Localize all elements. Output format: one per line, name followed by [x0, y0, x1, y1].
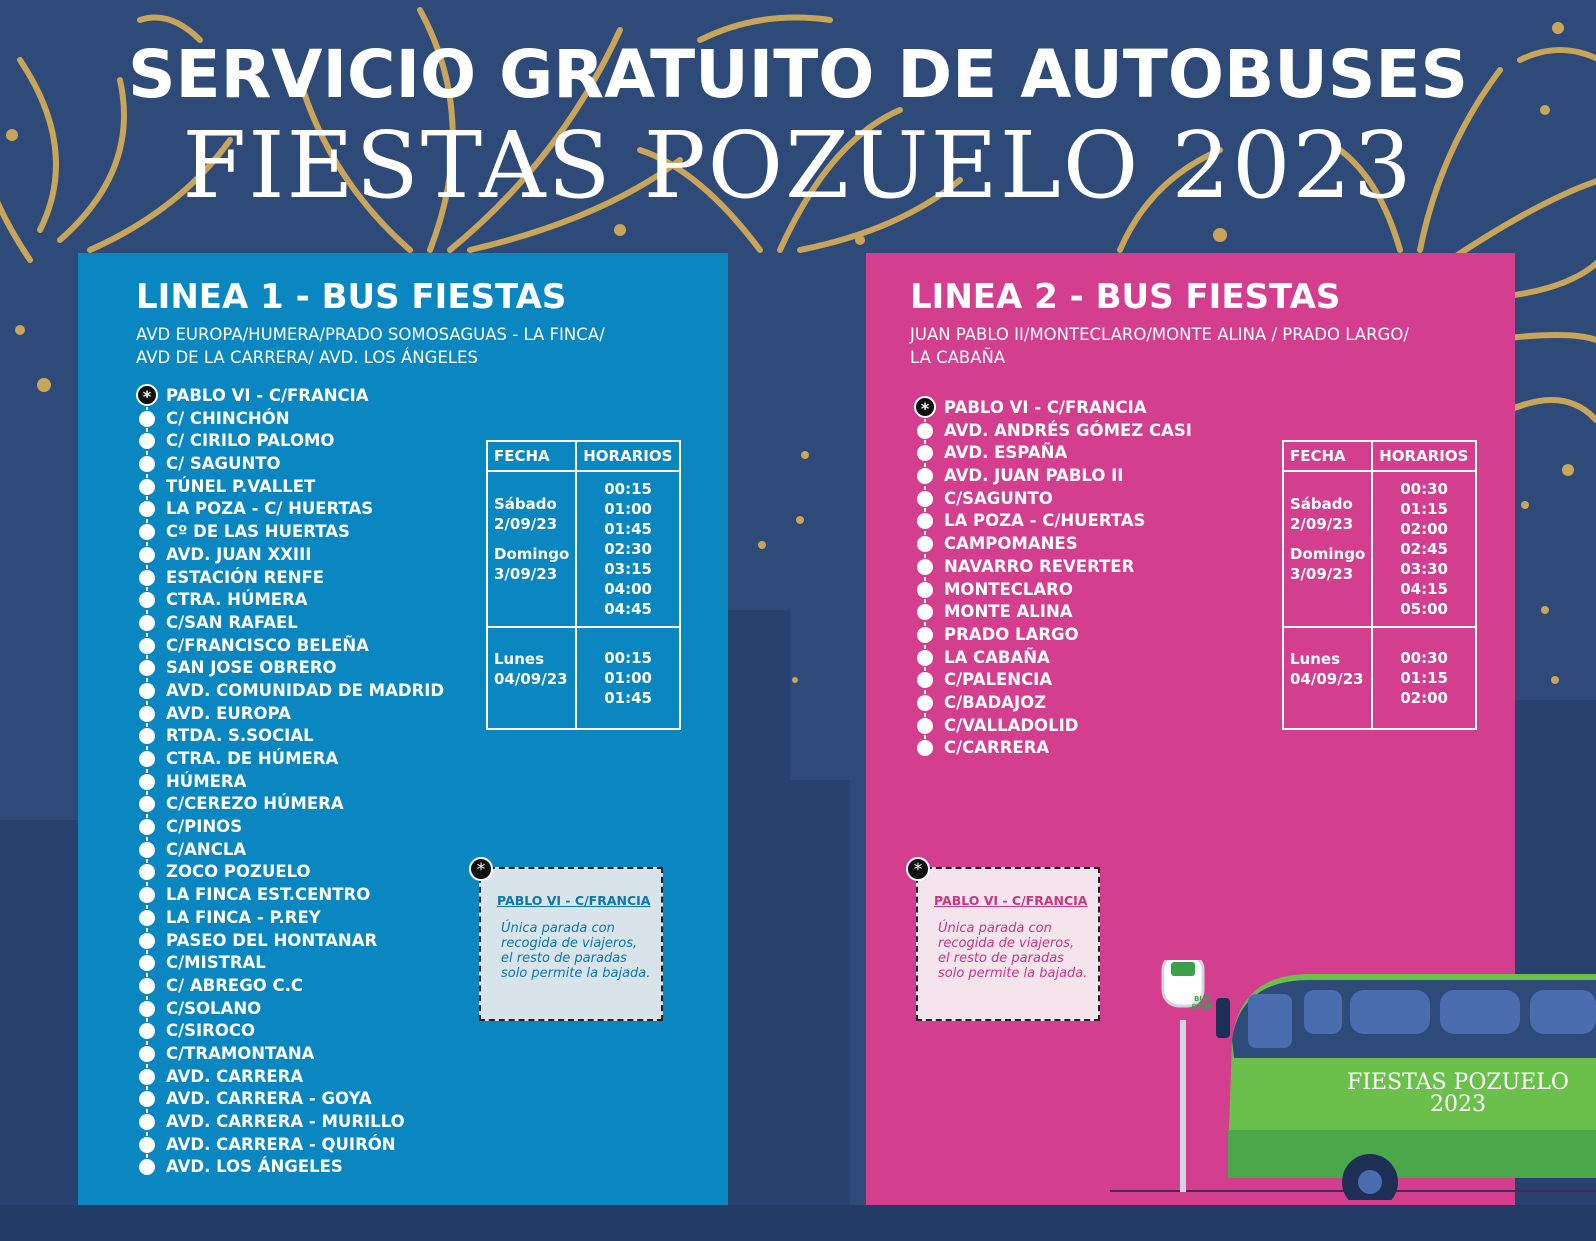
stop-dot-icon — [139, 660, 155, 676]
stop-item — [136, 793, 444, 816]
stop-item — [136, 657, 444, 680]
stop-item — [136, 816, 444, 839]
line1-stop-list — [136, 385, 444, 1179]
stop-item — [136, 498, 444, 521]
schedule-dates-weekend — [487, 471, 576, 627]
line1-route — [136, 323, 696, 369]
stop-item — [136, 748, 444, 771]
stop-item — [136, 1020, 444, 1043]
stop-name: AVD. ANDRÉS GÓMEZ CASI — [944, 420, 1192, 440]
stop-dot-icon — [139, 683, 155, 699]
stop-dot-icon — [139, 842, 155, 858]
schedule-time: 01:00 — [604, 500, 652, 518]
line1-title: LINEA 1 - BUS FIESTAS — [136, 277, 567, 317]
schedule-time: 00:30 — [1400, 480, 1448, 498]
stop-name: AVD. CARRERA - GOYA — [166, 1089, 372, 1109]
stop-name: AVD. LOS ÁNGELES — [166, 1157, 343, 1177]
stop-item — [136, 521, 444, 544]
stop-item — [914, 669, 1192, 692]
stop-name: AVD. JUAN PABLO II — [944, 466, 1124, 486]
stop-name: ZOCO POZUELO — [166, 862, 311, 882]
stop-dot-icon — [139, 456, 155, 472]
schedule-dates-monday — [1283, 627, 1372, 729]
stop-dot-icon — [139, 887, 155, 903]
stop-name: AVD. COMUNIDAD DE MADRID — [166, 680, 445, 700]
stop-dot-icon — [917, 513, 933, 529]
stop-name: PABLO VI - C/FRANCIA — [944, 398, 1147, 417]
stop-dot-icon — [139, 570, 155, 586]
stop-dot-icon — [917, 740, 933, 756]
schedule-time: 01:15 — [1400, 669, 1448, 687]
stop-name: C/MISTRAL — [166, 953, 266, 973]
stop-item — [136, 861, 444, 884]
stop-dot-icon — [139, 1137, 155, 1153]
stop-name: RTDA. S.SOCIAL — [166, 726, 314, 746]
schedule-day: Lunes — [1290, 650, 1341, 668]
stop-dot-icon — [139, 501, 155, 517]
schedule-dates-weekend — [1283, 471, 1372, 627]
schedule-day: Sábado — [494, 495, 557, 513]
asterisk-icon: * — [906, 857, 930, 881]
stop-item — [914, 737, 1192, 760]
schedule-time: 02:45 — [1400, 540, 1448, 558]
stop-item — [914, 601, 1192, 624]
note-body: Única parada con recogida de viajeros, el resto de paradas solo permite la bajada. — [938, 921, 1088, 981]
stop-name: LA FINCA - P.REY — [166, 907, 321, 927]
stop-item — [136, 771, 444, 794]
stop-name: C/ANCLA — [166, 839, 247, 859]
pickup-stop — [914, 397, 1192, 420]
stop-dot-icon — [139, 1069, 155, 1085]
schedule-header-times: HORARIOS — [576, 441, 680, 471]
schedule-date: 3/09/23 — [1290, 565, 1354, 583]
stop-dot-icon — [917, 672, 933, 688]
stop-item — [914, 465, 1192, 488]
stop-name: NAVARRO REVERTER — [944, 556, 1135, 576]
stop-name: CTRA. HÚMERA — [166, 590, 308, 610]
stop-dot-icon — [139, 1001, 155, 1017]
bus-stop-label-line2: STOP — [1191, 1003, 1213, 1011]
stop-item — [136, 930, 444, 953]
stop-name: PABLO VI - C/FRANCIA — [166, 386, 369, 405]
asterisk-icon: * — [136, 384, 158, 406]
stop-name: LA FINCA EST.CENTRO — [166, 885, 371, 905]
schedule-time: 01:15 — [1400, 500, 1448, 518]
stop-dot-icon — [139, 819, 155, 835]
stop-dot-icon — [917, 627, 933, 643]
schedule-time: 02:00 — [1400, 689, 1448, 707]
line2-route-line2: LA CABAÑA — [910, 348, 1006, 367]
stop-name: C/ ABREGO C.C — [166, 975, 304, 995]
schedule-header-date: FECHA — [487, 441, 576, 471]
schedule-day: Sábado — [1290, 495, 1353, 513]
stop-dot-icon — [917, 718, 933, 734]
stop-item — [914, 556, 1192, 579]
line1-pickup-note — [476, 860, 663, 1021]
schedule-time: 01:00 — [604, 669, 652, 687]
schedule-time: 00:30 — [1400, 649, 1448, 667]
stop-dot-icon — [139, 1114, 155, 1130]
stop-name: AVD. ESPAÑA — [944, 443, 1068, 463]
schedule-time: 03:15 — [604, 560, 652, 578]
schedule-date: 3/09/23 — [494, 565, 558, 583]
stop-item — [136, 589, 444, 612]
stop-name: CTRA. DE HÚMERA — [166, 749, 339, 768]
schedule-date: 04/09/23 — [494, 670, 568, 688]
schedule-time: 02:30 — [604, 540, 652, 558]
stop-item — [914, 579, 1192, 602]
schedule-time: 01:45 — [604, 520, 652, 538]
line2-route — [910, 323, 1470, 369]
stop-name: C/FRANCISCO BELEÑA — [166, 635, 369, 655]
schedule-date: 2/09/23 — [494, 515, 558, 533]
stop-dot-icon — [139, 728, 155, 744]
stop-item — [136, 725, 444, 748]
schedule-header-date: FECHA — [1283, 441, 1372, 471]
stop-dot-icon — [139, 479, 155, 495]
note-body: Única parada con recogida de viajeros, el resto de paradas solo permite la bajada. — [501, 921, 651, 981]
stop-item — [914, 420, 1192, 443]
stop-dot-icon — [139, 1091, 155, 1107]
stop-dot-icon — [917, 491, 933, 507]
schedule-time: 04:15 — [1400, 580, 1448, 598]
stop-name: AVD. JUAN XXIII — [166, 544, 312, 564]
stop-item — [136, 1043, 444, 1066]
stop-item — [914, 647, 1192, 670]
line2-title: LINEA 2 - BUS FIESTAS — [910, 277, 1341, 317]
stop-name: SAN JOSE OBRERO — [166, 658, 337, 678]
stop-dot-icon — [139, 433, 155, 449]
stop-item — [136, 839, 444, 862]
stop-name: C/SAN RAFAEL — [166, 612, 298, 632]
stop-name: LA POZA - C/HUERTAS — [944, 511, 1146, 531]
line2-route-line1: JUAN PABLO II/MONTECLARO/MONTE ALINA / PRADO LARGO/ — [910, 325, 1409, 344]
stop-item — [136, 635, 444, 658]
bus-logo — [1338, 1072, 1578, 1116]
stop-item — [914, 488, 1192, 511]
stop-name: AVD. EUROPA — [166, 703, 291, 723]
stop-name: C/TRAMONTANA — [166, 1043, 315, 1063]
stop-name: C/BADAJOZ — [944, 692, 1047, 712]
stop-dot-icon — [139, 864, 155, 880]
stop-dot-icon — [917, 582, 933, 598]
stop-name: HÚMERA — [166, 771, 247, 791]
stop-name: LA POZA - C/ HUERTAS — [166, 499, 374, 519]
bus-logo-line1: FIESTAS POZUELO — [1347, 1070, 1569, 1095]
line1-route-line1: AVD EUROPA/HUMERA/PRADO SOMOSAGUAS - LA FINCA/ — [136, 325, 605, 344]
stop-name: AVD. CARRERA - MURILLO — [166, 1112, 405, 1131]
stop-name: C/ SAGUNTO — [166, 454, 281, 474]
stop-name: C/PALENCIA — [944, 670, 1053, 690]
stop-dot-icon — [917, 650, 933, 666]
line2-schedule-table — [1282, 440, 1477, 730]
stop-item — [136, 975, 444, 998]
stop-name: TÚNEL P.VALLET — [166, 476, 316, 496]
stop-dot-icon — [917, 695, 933, 711]
stop-dot-icon — [139, 592, 155, 608]
stop-item — [136, 1156, 444, 1179]
stop-dot-icon — [917, 423, 933, 439]
stop-item — [136, 952, 444, 975]
line1-schedule-table — [486, 440, 681, 730]
schedule-date: 2/09/23 — [1290, 515, 1354, 533]
stop-name: CAMPOMANES — [944, 534, 1078, 554]
schedule-time: 00:15 — [604, 649, 652, 667]
stop-item — [136, 453, 444, 476]
stop-name: C/ CHINCHÓN — [166, 408, 290, 428]
schedule-time: 00:15 — [604, 480, 652, 498]
stop-name: PASEO DEL HONTANAR — [166, 930, 378, 950]
line2-pickup-note — [913, 860, 1100, 1021]
schedule-date: 04/09/23 — [1290, 670, 1364, 688]
stop-name: Cº DE LAS HUERTAS — [166, 522, 350, 542]
schedule-time: 04:45 — [604, 600, 652, 618]
schedule-times-monday — [576, 627, 680, 729]
schedule-times-weekend — [1372, 471, 1476, 627]
stop-item — [914, 533, 1192, 556]
stop-dot-icon — [139, 524, 155, 540]
stop-item — [136, 680, 444, 703]
stop-name: C/VALLADOLID — [944, 715, 1079, 735]
pickup-stop — [136, 385, 444, 408]
stop-name: ESTACIÓN RENFE — [166, 567, 325, 587]
schedule-day: Lunes — [494, 650, 545, 668]
stop-name: C/ CIRILO PALOMO — [166, 431, 335, 451]
stop-item — [136, 544, 444, 567]
main-title: SERVICIO GRATUITO DE AUTOBUSES — [127, 36, 1469, 113]
stop-item — [136, 1066, 444, 1089]
line1-panel — [78, 253, 728, 1205]
schedule-time: 04:00 — [604, 580, 652, 598]
stop-dot-icon — [139, 638, 155, 654]
stop-item — [136, 998, 444, 1021]
stop-item — [914, 624, 1192, 647]
stop-item — [136, 476, 444, 499]
stop-dot-icon — [139, 978, 155, 994]
stop-item — [914, 715, 1192, 738]
stop-name: AVD. CARRERA — [166, 1066, 304, 1086]
stop-name: MONTE ALINA — [944, 602, 1073, 622]
stop-item — [136, 567, 444, 590]
stop-dot-icon — [139, 1159, 155, 1175]
stop-dot-icon — [139, 774, 155, 790]
stop-name: C/SOLANO — [166, 998, 262, 1018]
stop-name: C/PINOS — [166, 817, 243, 837]
stop-dot-icon — [917, 445, 933, 461]
stop-dot-icon — [139, 955, 155, 971]
stop-dot-icon — [139, 547, 155, 563]
stop-dot-icon — [139, 910, 155, 926]
schedule-time: 05:00 — [1400, 600, 1448, 618]
stop-dot-icon — [139, 1046, 155, 1062]
stop-name: PRADO LARGO — [944, 624, 1079, 644]
stop-name: C/CARRERA — [944, 738, 1050, 758]
schedule-time: 02:00 — [1400, 520, 1448, 538]
stop-item — [136, 1088, 444, 1111]
stop-dot-icon — [917, 559, 933, 575]
schedule-day: Domingo — [1290, 545, 1366, 563]
stop-item — [136, 430, 444, 453]
stop-name: LA CABAÑA — [944, 647, 1050, 667]
stop-item — [136, 1134, 444, 1157]
stop-dot-icon — [139, 933, 155, 949]
schedule-dates-monday — [487, 627, 576, 729]
stop-name: C/SAGUNTO — [944, 488, 1053, 508]
schedule-header-times: HORARIOS — [1372, 441, 1476, 471]
stop-name: AVD. CARRERA - QUIRÓN — [166, 1134, 396, 1154]
stop-item — [136, 612, 444, 635]
stop-item — [914, 510, 1192, 533]
stop-dot-icon — [917, 536, 933, 552]
stop-dot-icon — [917, 468, 933, 484]
bus-stop-label — [1184, 995, 1220, 1011]
schedule-day: Domingo — [494, 545, 570, 563]
stop-dot-icon — [139, 796, 155, 812]
event-title: FIESTAS POZUELO 2023 — [182, 112, 1414, 219]
stop-item — [914, 692, 1192, 715]
stop-name: C/SIROCO — [166, 1021, 256, 1041]
asterisk-icon: * — [914, 396, 936, 418]
line2-stop-list — [914, 397, 1192, 760]
stop-dot-icon — [139, 706, 155, 722]
bus-logo-line2: 2023 — [1430, 1092, 1486, 1117]
stop-item — [136, 703, 444, 726]
stop-dot-icon — [139, 1023, 155, 1039]
stop-item — [136, 1111, 444, 1134]
asterisk-icon: * — [469, 857, 493, 881]
stop-item — [136, 907, 444, 930]
schedule-times-weekend — [576, 471, 680, 627]
schedule-time: 03:30 — [1400, 560, 1448, 578]
bus-stop-pole — [1180, 1020, 1186, 1192]
note-title: PABLO VI - C/FRANCIA — [934, 893, 1088, 908]
bus-stop-label-line1: BUS — [1193, 995, 1211, 1003]
schedule-time: 01:45 — [604, 689, 652, 707]
line1-route-line2: AVD DE LA CARRERA/ AVD. LOS ÁNGELES — [136, 348, 478, 367]
stop-item — [136, 408, 444, 431]
stop-item — [136, 884, 444, 907]
bus-sign-icon — [1171, 962, 1195, 976]
schedule-times-monday — [1372, 627, 1476, 729]
stop-dot-icon — [139, 751, 155, 767]
stop-item — [914, 442, 1192, 465]
stop-name: MONTECLARO — [944, 579, 1073, 599]
stop-dot-icon — [139, 615, 155, 631]
stop-dot-icon — [917, 604, 933, 620]
stop-dot-icon — [139, 411, 155, 427]
note-title: PABLO VI - C/FRANCIA — [497, 893, 651, 908]
stop-name: C/CEREZO HÚMERA — [166, 794, 344, 814]
